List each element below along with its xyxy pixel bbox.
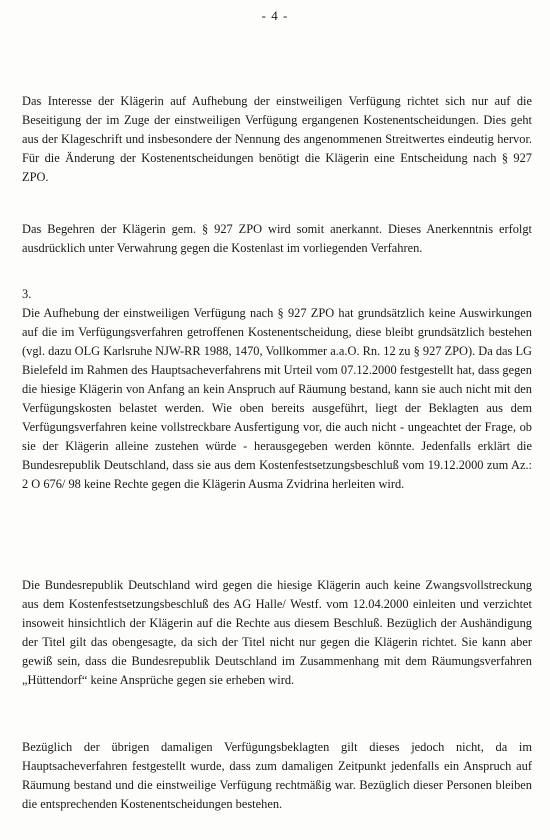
paragraph-other-defendants: Bezüglich der übrigen damaligen Verfügungsbeklagten gilt dieses jedoch nicht, da im Hauptsacheverfahren festgestellt wurde, dass zum damaligen Zeitpunkt jedenfalls ein Anspruch auf Räumung bestand und die einstweilige Verfügung rechtmäßig war. Bezüglich dieser Personen bleiben die entsprechenden Kostenentscheidungen bestehen. [22,740,532,811]
paragraph-cost-decision: Die Aufhebung der einstweiligen Verfügung nach § 927 ZPO hat grundsätzlich keine Auswirkungen auf die im Verfügungsverfahren getroffenen Kostenentscheidung, diese bleibt grundsätzlich bestehen (vgl. dazu OLG Karlsruhe NJW-RR 1988, 1470, Vollkommer a.a.O. Rn. 12 zu § 927 ZPO). Da das LG Bielefeld im Rahmen des Hauptsacheverfahrens mit Urteil vom 07.12.2000 festgestellt hat, dass gegen die hiesige Klägerin von Anfang an kein Anspruch auf Räumung bestand, kann sie auch nicht mit den Verfügungskosten belastet werden. Wie oben bereits ausgeführt, liegt der Beklagten aus dem Verfügungsverfahren keine vollstreckbare Ausfertigung vor, die auch nicht - ungeachtet der Frage, ob sie der Klägerin alleine zustehen würde - herausgegeben werden könnte. Jedenfalls erklärt die Bundesrepublik Deutschland, dass sie aus dem Kostenfestsetzungsbeschluß vom 19.12.2000 zum Az.: 2 O 676/ 98 keine Rechte gegen die Klägerin Ausma Zvidrina herleiten wird. [22,306,532,491]
paragraph-interest: Das Interesse der Klägerin auf Aufhebung der einstweiligen Verfügung richtet sich nur auf die Beseitigung der im Zuge der einstweiligen Verfügung ergangenen Kostenentscheidungen. Dies geht aus der Klageschrift und insbesondere der Nennung des angenommenen Streitwertes eindeutig hervor. Für die Änderung der Kostenentscheidungen benötigt die Klägerin eine Entscheidung nach § 927 ZPO. [22,94,532,184]
page-number: - 4 - [261,8,289,23]
paragraph-enforcement-waiver: Die Bundesrepublik Deutschland wird gegen die hiesige Klägerin auch keine Zwangsvollstreckung aus dem Kostenfestsetzungsbeschluß des AG Halle/ Westf. vom 12.04.2000 einleiten und verzichtet insoweit hinsichtlich der Klägerin auf die Rechte aus diesem Beschluß. Bezüglich der Aushändigung der Titel gilt das obengesagte, da sich der Titel nicht nur gegen die Klägerin richtet. Sie kann aber gewiß sein, dass die Bundesrepublik Deutschland im Zusammenhang mit dem Räumungsverfahren „Hüttendorf“ keine Ansprüche gegen sie erheben wird. [22,578,532,687]
paragraph-acknowledgement: Das Begehren der Klägerin gem. § 927 ZPO wird somit anerkannt. Dieses Anerkenntnis erfolgt ausdrücklich unter Verwahrung gegen die Kostenlast im vorliegenden Verfahren. [22,222,532,255]
section-number: 3. [22,287,32,301]
